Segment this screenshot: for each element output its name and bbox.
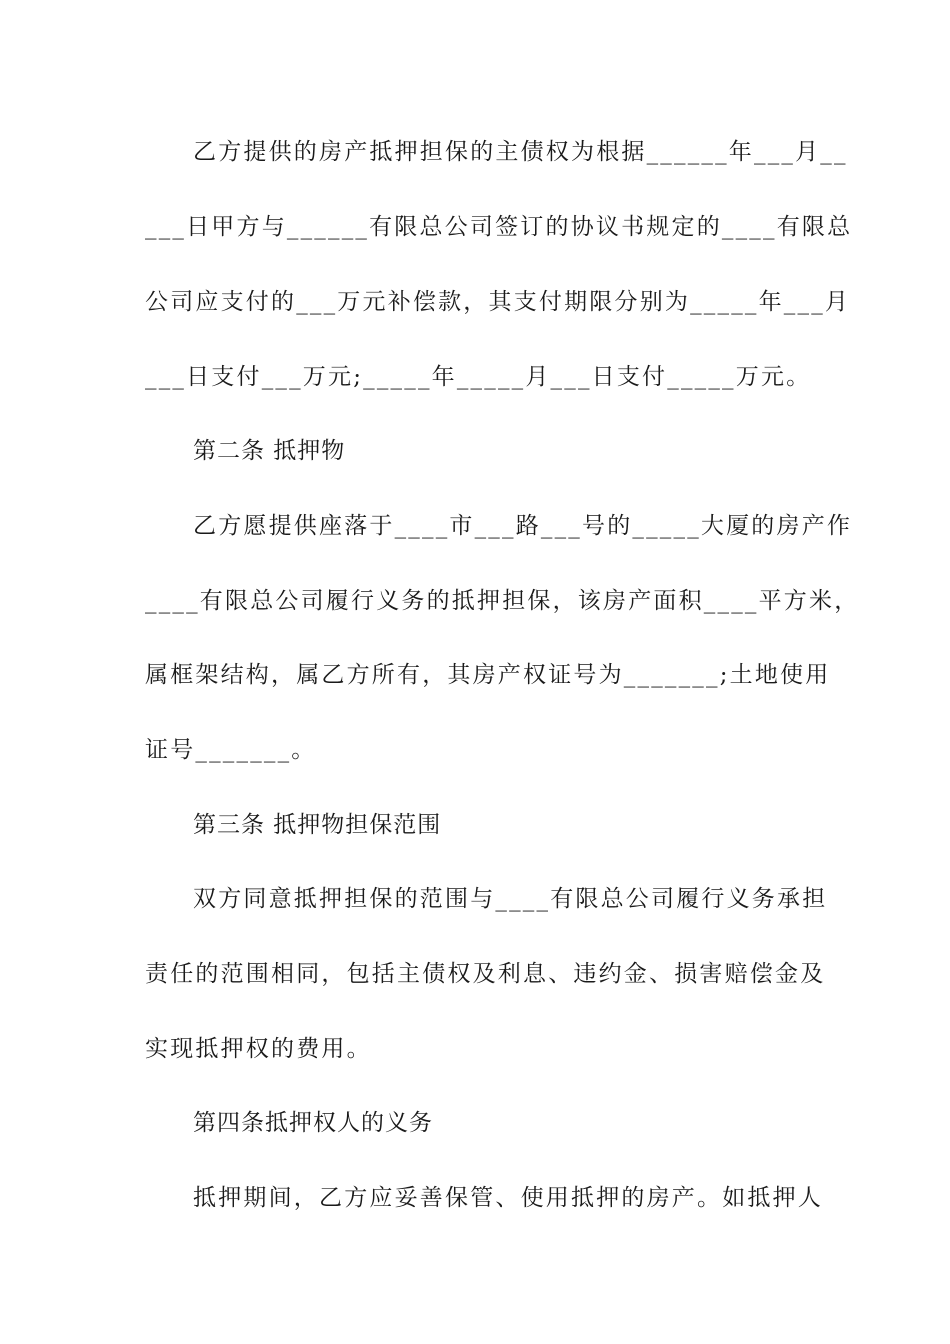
paragraph-line: 乙方提供的房产抵押担保的主债权为根据______年___月__	[193, 139, 848, 165]
paragraph-line: 责任的范围相同，包括主债权及利息、违约金、损害赔偿金及	[145, 961, 826, 987]
paragraph-line: ___日支付___万元;_____年_____月___日支付_____万元。	[145, 364, 812, 390]
paragraph-line: 乙方愿提供座落于____市___路___号的_____大厦的房产作	[193, 513, 853, 539]
paragraph-line: 属框架结构，属乙方所有，其房产权证号为_______;土地使用	[145, 662, 831, 688]
paragraph-line: 公司应支付的___万元补偿款，其支付期限分别为_____年___月	[145, 289, 851, 315]
section-heading: 第四条抵押权人的义务	[193, 1110, 433, 1136]
paragraph-line: ____有限总公司履行义务的抵押担保，该房产面积____平方米，	[145, 588, 860, 614]
paragraph-line: 实现抵押权的费用。	[145, 1036, 372, 1062]
paragraph-line: 抵押期间，乙方应妥善保管、使用抵押的房产。如抵押人	[193, 1185, 823, 1211]
paragraph-line: 证号_______。	[145, 737, 317, 763]
paragraph-line: 双方同意抵押担保的范围与____有限总公司履行义务承担	[193, 886, 828, 912]
section-heading: 第二条 抵押物	[193, 438, 346, 464]
section-heading: 第三条 抵押物担保范围	[193, 812, 442, 838]
paragraph-line: ___日甲方与______有限总公司签订的协议书规定的____有限总	[145, 214, 853, 240]
